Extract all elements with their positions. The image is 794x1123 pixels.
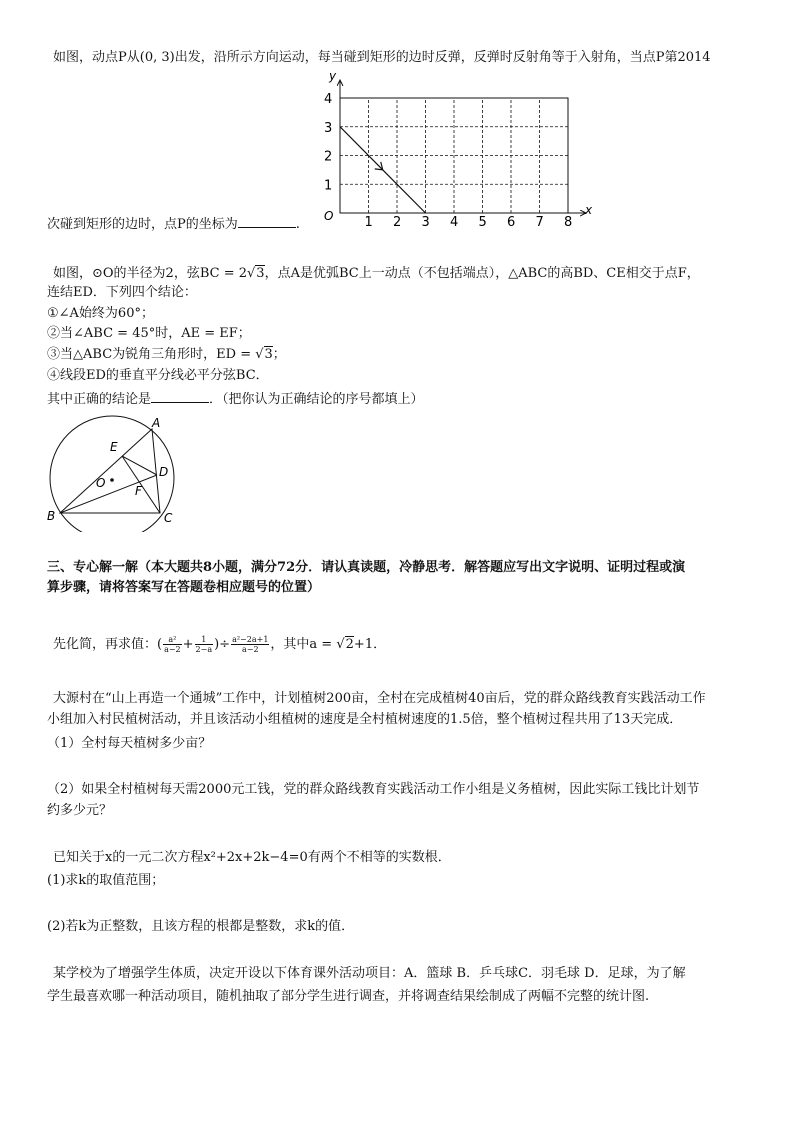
trees-part1: （1）全村每天植树多少亩？ (47, 736, 212, 751)
label-o: O (96, 476, 106, 490)
section3-heading-line1: 三、专心解一解（本大题共8小题，满分72分．请认真读题，冷静思考．解答题应写出文字说明、证明过程或演 (47, 560, 686, 575)
x-tick-label: 8 (564, 215, 573, 226)
fraction-1: $\frac{\text{a²}}{a-2}$ (164, 635, 181, 654)
quadratic-question-line1: 已知关于x的一元二次方程x²+2x+2k−4=0有两个不相等的实数根． (53, 850, 451, 865)
circle-question-line2: 连结ED．下列四个结论： (47, 285, 197, 300)
circle-figure (44, 412, 184, 532)
bounce-graph (316, 66, 596, 226)
circle-question-line1 (53, 265, 700, 283)
sqrt-expression: √3 (247, 266, 265, 281)
y-tick-labels (324, 92, 332, 193)
conclusion-4: ④线段ED的垂直平分线必平分弦BC． (47, 368, 269, 383)
label-e: E (110, 440, 118, 454)
y-tick-label: 4 (324, 92, 333, 107)
label-b: B (47, 509, 56, 523)
bounce-question-prefix: 次碰到矩形的边时，点P的坐标为 (47, 217, 238, 232)
x-tick-label: 7 (535, 215, 544, 226)
sports-question-line1: 某学校为了增强学生体质，决定开设以下体育课外活动项目：A．篮球 B．乒乓球C．羽毛球 D．足球，为了解 (53, 966, 686, 981)
quadratic-part2: (2)若k为正整数，且该方程的根都是整数，求k的值． (47, 919, 355, 934)
trees-question-line2: 小组加入村民植树活动，并且该活动小组植树的速度是全村植树速度的1.5倍，整个植树过程共用了13天完成． (47, 712, 683, 727)
x-tick-label: 2 (393, 215, 402, 226)
conclusion-2: ②当∠ABC = 45°时，AE = EF； (47, 326, 251, 341)
answer-blank (151, 388, 209, 403)
section3-heading-line2: 算步骤，请将答案写在答题卷相应题号的位置） (47, 580, 321, 595)
y-axis-label: y (329, 69, 337, 83)
simplify-question: 先化简，再求值：( $\frac{\text{a²}}{a-2}$ + $\frac{1}{2-a}$ )÷ $\frac{\text{a²−2a+1}}{a-2}$ ，其中a = √2+1． (53, 635, 387, 654)
center-dot (110, 478, 114, 482)
circle-question-rest: ，点A是优弧BC上一动点（不包括端点），△ABC的高BD、CE相交于点F， (264, 266, 700, 281)
conclusion-1: ①∠A始终为60°； (47, 306, 154, 321)
answer-blank (238, 213, 296, 228)
y-tick-label: 3 (324, 120, 333, 136)
x-tick-label: 1 (364, 215, 373, 226)
y-tick-label: 2 (324, 149, 333, 165)
graph-grid (340, 98, 568, 213)
x-tick-labels (365, 215, 573, 226)
x-tick-label: 5 (478, 215, 487, 226)
bounce-question-line2 (47, 213, 300, 234)
label-a: A (152, 416, 161, 430)
fraction-2: $\frac{1}{2-a}$ (195, 635, 213, 654)
x-tick-label: 4 (450, 215, 459, 226)
bounce-question-suffix: . (295, 217, 300, 232)
label-f: F (135, 484, 142, 498)
trees-part2-line1: （2）如果全村植树每天需2000元工钱，党的群众路线教育实践活动工作小组是义务植树，因此实际工钱比计划节 (47, 782, 700, 797)
quadratic-part1: (1)求k的取值范围； (47, 873, 165, 888)
circle-question-text: 如图，⊙O的半径为2，弦BC = 2 (53, 266, 247, 281)
sports-question-line2: 学生最喜欢哪一种活动项目，随机抽取了部分学生进行调查，并将调查结果绘制成了两幅不完整的统计图. (47, 989, 650, 1004)
segment-ed (122, 456, 157, 475)
conclusion-3: ③当△ABC为锐角三角形时，ED = √3； (47, 347, 286, 362)
altitude-bd (60, 475, 157, 513)
x-tick-label: 6 (507, 215, 516, 226)
circle-ask-line: 其中正确的结论是 ．（把你认为正确结论的序号都填上） (47, 388, 424, 409)
fraction-3: $\frac{\text{a²−2a+1}}{a-2}$ (232, 635, 269, 654)
x-tick-label: 3 (421, 215, 430, 226)
trees-question-line1: 大源村在“山上再造一个通城”工作中，计划植树200亩，全村在完成植树40亩后，党的群众路线教育实践活动工作 (53, 691, 706, 706)
y-tick-label: 1 (324, 178, 333, 194)
trees-part2-line2: 约多少元？ (47, 803, 113, 818)
bounce-question-line1: 如图，动点P从(0, 3)出发，沿所示方向运动，每当碰到矩形的边时反弹，反弹时反射角等于入射角，当点P第2014 (53, 50, 711, 65)
label-c: C (164, 511, 173, 525)
label-d: D (159, 465, 169, 479)
x-axis-label: x (585, 203, 593, 217)
origin-label: O (324, 209, 334, 223)
